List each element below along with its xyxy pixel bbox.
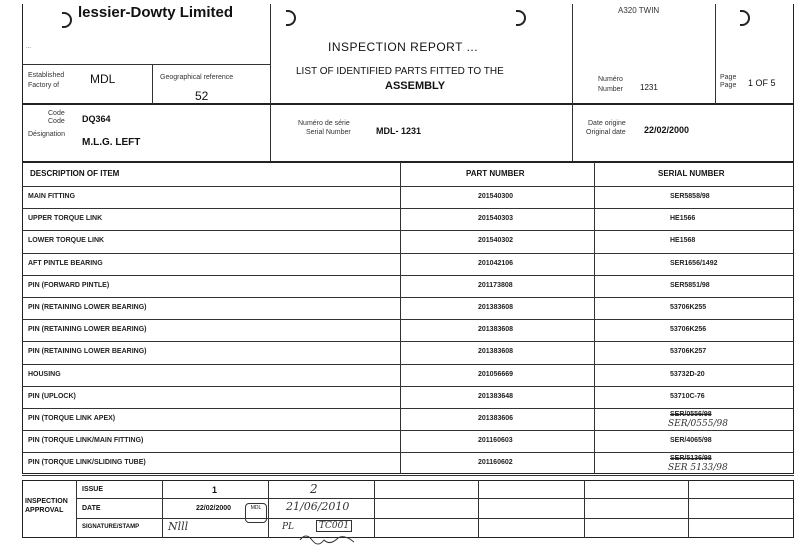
factory-label-1: Established <box>28 72 65 79</box>
header-divider-3 <box>715 4 716 104</box>
company-address: ... <box>26 44 32 50</box>
factory-value: MDL <box>90 72 116 86</box>
number-value: 1231 <box>640 83 658 92</box>
page-label-2: Page <box>720 82 737 89</box>
col-header-part-number: PART NUMBER <box>466 169 525 178</box>
col-header-serial-number: SERIAL NUMBER <box>658 169 725 178</box>
original-date-value: 22/02/2000 <box>644 125 690 135</box>
mdl-stamp-label: MDL <box>250 505 262 511</box>
row-description: PIN (RETAINING LOWER BEARING) <box>28 326 147 333</box>
row-part-number: 201383608 <box>478 326 514 333</box>
number-label-1: Numéro <box>598 76 623 83</box>
row-part-number: 201160602 <box>478 459 513 466</box>
row-description: PIN (FORWARD PINTLE) <box>28 282 110 289</box>
approval-divider-1 <box>162 480 163 538</box>
table-row-line <box>22 386 794 387</box>
row-part-number: 201383608 <box>478 304 514 311</box>
col-header-description: DESCRIPTION OF ITEM <box>30 169 120 178</box>
factory-divider <box>152 64 153 104</box>
issue-1-value: 1 <box>212 485 218 495</box>
table-row-line <box>22 253 794 254</box>
factory-label-2: Factory of <box>28 82 60 89</box>
report-subtitle-2: ASSEMBLY <box>385 80 446 92</box>
row-part-number: 201160603 <box>478 437 513 444</box>
signature-label: SIGNATURE/STAMP <box>82 524 140 530</box>
issue-2-value: 2 <box>310 482 318 496</box>
table-row-line <box>22 230 794 231</box>
table-row-line <box>22 475 794 476</box>
row-description: HOUSING <box>28 371 61 378</box>
approval-row-line-1 <box>76 498 794 499</box>
approval-divider-3 <box>374 480 375 538</box>
stamp-2: TC001 <box>316 520 352 532</box>
header-subline <box>22 64 270 65</box>
row-serial-number: SER/0556/98 <box>670 411 712 418</box>
serial-label-2: Serial Number <box>306 129 351 136</box>
geo-label: Geographical reference <box>160 74 234 81</box>
row-serial-number: HE1566 <box>670 215 696 222</box>
approval-label-1: INSPECTION <box>25 498 68 505</box>
table-row-line <box>22 275 794 276</box>
approval-divider-6 <box>688 480 689 538</box>
table-row-line <box>22 208 794 209</box>
date-label: DATE <box>82 505 101 512</box>
row-part-number: 201540302 <box>478 237 514 244</box>
approval-divider-4 <box>478 480 479 538</box>
row-part-number: 201383608 <box>478 348 514 355</box>
code-label-1: Code <box>48 110 65 117</box>
date-1-value: 22/02/2000 <box>196 505 232 512</box>
issue-label: ISSUE <box>82 486 104 493</box>
approval-row-line-2 <box>76 518 794 519</box>
row-serial-number: SER/4065/98 <box>670 437 712 444</box>
number-label-2: Number <box>598 86 623 93</box>
row-serial-number: 53710C-76 <box>670 393 705 400</box>
row-part-number: 201540300 <box>478 193 514 200</box>
row-part-number: 201383648 <box>478 393 514 400</box>
row-serial-number: SER5858/98 <box>670 193 710 200</box>
table-row-line <box>22 430 794 431</box>
table-header-line <box>22 186 794 187</box>
table-row-line <box>22 319 794 320</box>
original-date-label-2: Original date <box>586 129 626 136</box>
designation-label: Désignation <box>28 131 65 138</box>
table-row-line <box>22 452 794 453</box>
row-serial-number: 53732D-20 <box>670 371 705 378</box>
row-description: PIN (RETAINING LOWER BEARING) <box>28 348 147 355</box>
row-description: PIN (UPLOCK) <box>28 393 76 400</box>
approval-divider-label <box>76 480 77 538</box>
mdl-stamp <box>245 503 267 523</box>
row-description: LOWER TORQUE LINK <box>28 237 105 244</box>
page-label-1: Page <box>720 74 737 81</box>
approval-label-2: APPROVAL <box>25 507 64 514</box>
approval-divider-2 <box>268 480 269 538</box>
row-serial-number: SER5851/98 <box>670 282 710 289</box>
row-serial-number: 53706K257 <box>670 348 707 355</box>
row-description: PIN (RETAINING LOWER BEARING) <box>28 304 147 311</box>
row-part-number: 201042106 <box>478 260 514 267</box>
row-description: UPPER TORQUE LINK <box>28 215 103 222</box>
row-part-number: 201173808 <box>478 282 513 289</box>
row-serial-handwritten: SER/0555/98 <box>668 419 728 429</box>
original-date-label-1: Date origine <box>588 120 626 127</box>
approval-divider-5 <box>584 480 585 538</box>
row-serial-number: HE1568 <box>670 237 696 244</box>
row-serial-number: 53706K256 <box>670 326 707 333</box>
row-serial-number: SER/5136/98 <box>670 455 712 462</box>
table-row-line <box>22 341 794 342</box>
page-value: 1 OF 5 <box>748 78 776 88</box>
table-row-line <box>22 297 794 298</box>
date-2-value: 21/06/2010 <box>286 500 350 513</box>
aircraft-model: A320 TWIN <box>618 6 660 15</box>
table-row-line <box>22 408 794 409</box>
serial-value: MDL- 1231 <box>376 126 422 136</box>
row-description: AFT PINTLE BEARING <box>28 260 103 267</box>
row-description: PIN (TORQUE LINK/MAIN FITTING) <box>28 437 144 444</box>
code-label-2: Code <box>48 118 65 125</box>
report-subtitle-1: LIST OF IDENTIFIED PARTS FITTED TO THE <box>296 66 504 77</box>
report-title: INSPECTION REPORT ... <box>328 40 479 54</box>
signature-scribble <box>298 530 358 550</box>
table-row-line <box>22 364 794 365</box>
designation-value: M.L.G. LEFT <box>82 137 141 148</box>
signature-2: PL <box>282 522 295 532</box>
row-part-number: 201540303 <box>478 215 514 222</box>
row-part-number: 201056669 <box>478 371 514 378</box>
row-description: MAIN FITTING <box>28 193 76 200</box>
row-serial-handwritten: SER 5133/98 <box>668 463 728 473</box>
row-description: PIN (TORQUE LINK APEX) <box>28 415 116 422</box>
row-serial-number: SER1656/1492 <box>670 260 718 267</box>
company-name: lessier-Dowty Limited <box>78 4 234 21</box>
code-value: DQ364 <box>82 114 111 124</box>
row-description: PIN (TORQUE LINK/SLIDING TUBE) <box>28 459 146 466</box>
row-serial-number: 53706K255 <box>670 304 707 311</box>
row-part-number: 201383606 <box>478 415 514 422</box>
geo-value: 52 <box>195 89 209 103</box>
signature-1: Nlll <box>168 520 189 533</box>
serial-label-1: Numéro de série <box>298 120 350 127</box>
